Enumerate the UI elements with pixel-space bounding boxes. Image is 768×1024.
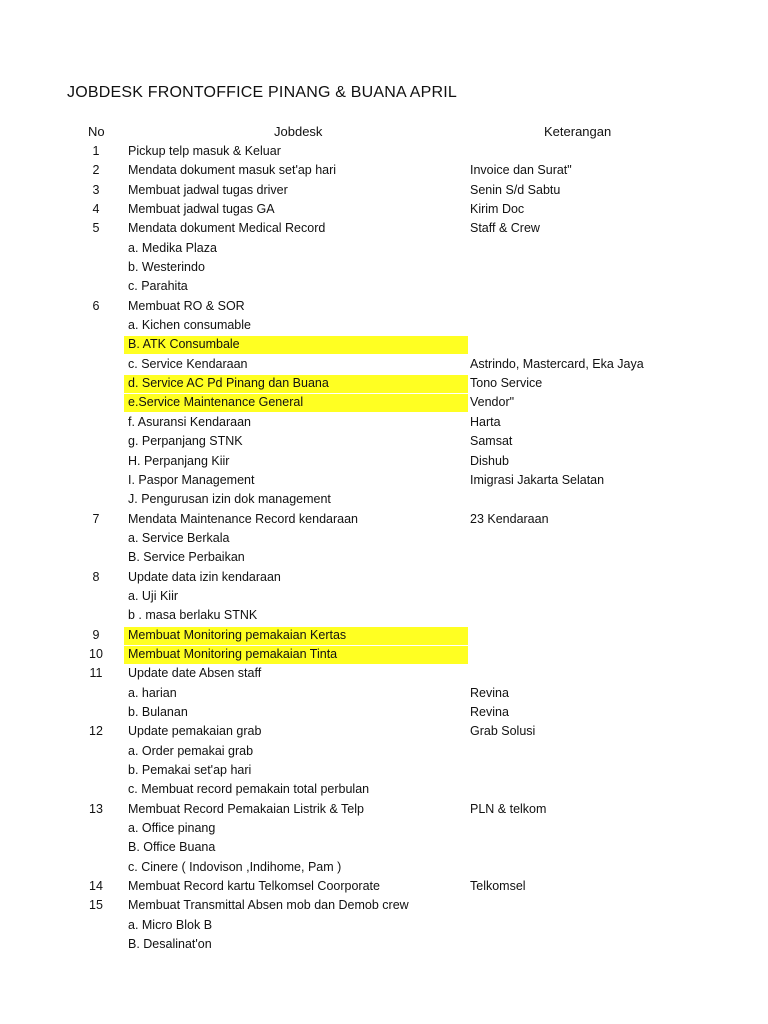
row-jobdesk: b. Bulanan [128, 704, 188, 719]
row-jobdesk: Pickup telp masuk & Keluar [128, 144, 281, 158]
row-jobdesk: Membuat Monitoring pemakaian Kertas [128, 627, 347, 642]
row-jobdesk: d. Service AC Pd Pinang dan Buana [128, 376, 329, 391]
table-row [0, 161, 768, 180]
table-row [0, 413, 768, 432]
table-row [0, 335, 768, 354]
table-row [0, 529, 768, 548]
row-jobdesk: Update pemakaian grab [128, 724, 262, 739]
row-jobdesk: a. Kichen consumable [128, 318, 251, 333]
row-number: 8 [92, 569, 100, 584]
table-row [0, 742, 768, 761]
row-jobdesk: b. Westerindo [128, 260, 205, 275]
row-keterangan: Staff & Crew [470, 221, 540, 236]
row-number: 4 [92, 202, 100, 217]
row-number: 13 [89, 801, 103, 816]
table-row [0, 819, 768, 838]
row-jobdesk: J. Pengurusan izin dok management [128, 492, 331, 507]
row-number: 15 [89, 898, 103, 913]
row-jobdesk: I. Paspor Management [128, 472, 255, 487]
table-row [0, 471, 768, 490]
table-row [0, 877, 768, 896]
row-jobdesk: c. Parahita [128, 279, 188, 294]
row-jobdesk: a. Office pinang [128, 821, 216, 836]
row-keterangan: 23 Kendaraan [470, 511, 549, 526]
jobdesk-table [0, 142, 768, 954]
row-jobdesk: Membuat Record kartu Telkomsel Coorporate [128, 879, 380, 894]
table-row [0, 916, 768, 935]
row-jobdesk: a. Order pemakai grab [128, 743, 254, 758]
row-keterangan: Tono Service [470, 376, 543, 391]
table-row [0, 664, 768, 683]
page-title: JOBDESK FRONTOFFICE PINANG & BUANA APRIL [67, 84, 458, 101]
row-keterangan: Astrindo, Mastercard, Eka Jaya [470, 356, 644, 371]
table-row [0, 181, 768, 200]
table-row [0, 935, 768, 954]
row-keterangan: Grab Solusi [470, 724, 536, 739]
row-number: 5 [92, 221, 100, 236]
row-jobdesk: Membuat Monitoring pemakaian Tinta [128, 646, 338, 661]
table-row [0, 587, 768, 606]
row-number: 2 [92, 163, 100, 178]
header-no: No [88, 124, 105, 139]
row-keterangan: Telkomsel [470, 879, 526, 894]
row-jobdesk: Mendata dokument masuk set'ap hari [128, 163, 337, 178]
row-jobdesk: Mendata dokument Medical Record [128, 221, 326, 236]
row-jobdesk: c. Service Kendaraan [128, 356, 248, 371]
row-jobdesk: e.Service Maintenance General [128, 395, 304, 410]
row-keterangan: PLN & telkom [470, 801, 547, 816]
table-row [0, 703, 768, 722]
row-jobdesk: H. Perpanjang Kiir [128, 453, 230, 468]
table-row [0, 200, 768, 219]
row-jobdesk: B. Service Perbaikan [128, 550, 245, 565]
row-number: 9 [92, 627, 100, 642]
header-keterangan: Keterangan [544, 124, 612, 139]
row-number: 7 [92, 511, 100, 526]
table-row [0, 277, 768, 296]
table-row [0, 548, 768, 567]
table-row [0, 761, 768, 780]
row-jobdesk: Membuat Transmittal Absen mob dan Demob crew [128, 898, 409, 913]
row-jobdesk: g. Perpanjang STNK [128, 434, 243, 449]
row-jobdesk: a. harian [128, 685, 177, 700]
row-number: 12 [89, 724, 103, 739]
row-jobdesk: B. Desalinat'on [128, 937, 212, 952]
row-jobdesk: Membuat Record Pemakaian Listrik & Telp [128, 801, 364, 816]
row-keterangan: Samsat [470, 434, 513, 449]
table-row [0, 800, 768, 819]
table-row [0, 219, 768, 238]
row-jobdesk: Update data izin kendaraan [128, 569, 281, 584]
row-jobdesk: Membuat jadwal tugas driver [128, 182, 288, 197]
row-keterangan: Kirim Doc [470, 202, 525, 217]
table-row [0, 432, 768, 451]
table-row [0, 568, 768, 587]
row-number: 10 [89, 646, 103, 661]
table-row [0, 780, 768, 799]
table-row [0, 142, 768, 161]
row-keterangan: Senin S/d Sabtu [470, 182, 561, 197]
table-row [0, 606, 768, 625]
table-row [0, 684, 768, 703]
row-jobdesk: Membuat RO & SOR [128, 298, 245, 313]
row-number: 3 [92, 182, 100, 197]
row-jobdesk: B. ATK Consumbale [128, 337, 240, 352]
row-jobdesk: b. Pemakai set'ap hari [128, 763, 252, 777]
table-row [0, 239, 768, 258]
row-jobdesk: Mendata Maintenance Record kendaraan [128, 511, 359, 526]
table-row [0, 316, 768, 335]
row-jobdesk: B. Office Buana [128, 840, 216, 855]
row-jobdesk: a. Service Berkala [128, 530, 230, 545]
row-jobdesk: b . masa berlaku STNK [128, 608, 258, 623]
table-row [0, 490, 768, 509]
table-row [0, 452, 768, 471]
row-number: 6 [92, 298, 100, 313]
table-row [0, 374, 768, 393]
table-row [0, 297, 768, 316]
row-jobdesk: Membuat jadwal tugas GA [128, 202, 275, 217]
table-row [0, 722, 768, 741]
row-keterangan: Vendor" [470, 395, 515, 410]
row-jobdesk: Update date Absen staff [128, 666, 262, 681]
table-row [0, 645, 768, 664]
row-number: 1 [92, 144, 100, 158]
row-jobdesk: f. Asuransi Kendaraan [128, 414, 251, 429]
row-keterangan: Imigrasi Jakarta Selatan [470, 472, 605, 487]
table-row [0, 626, 768, 645]
row-jobdesk: a. Medika Plaza [128, 240, 217, 255]
row-jobdesk: a. Uji Kiir [128, 588, 179, 603]
table-row [0, 858, 768, 877]
row-number: 11 [89, 666, 103, 681]
row-keterangan: Revina [470, 685, 509, 700]
table-row [0, 838, 768, 857]
row-keterangan: Dishub [470, 453, 509, 468]
row-jobdesk: c. Cinere ( Indovison ,Indihome, Pam ) [128, 859, 342, 874]
row-keterangan: Invoice dan Surat" [470, 163, 572, 178]
table-row [0, 393, 768, 412]
table-row [0, 355, 768, 374]
row-jobdesk: c. Membuat record pemakain total perbulan [128, 782, 370, 797]
table-row [0, 896, 768, 915]
table-row [0, 510, 768, 529]
row-keterangan: Revina [470, 704, 509, 719]
row-keterangan: Harta [470, 414, 501, 429]
row-number: 14 [89, 879, 103, 894]
row-jobdesk: a. Micro Blok B [128, 917, 213, 932]
header-jobdesk: Jobdesk [274, 124, 323, 139]
table-row [0, 258, 768, 277]
